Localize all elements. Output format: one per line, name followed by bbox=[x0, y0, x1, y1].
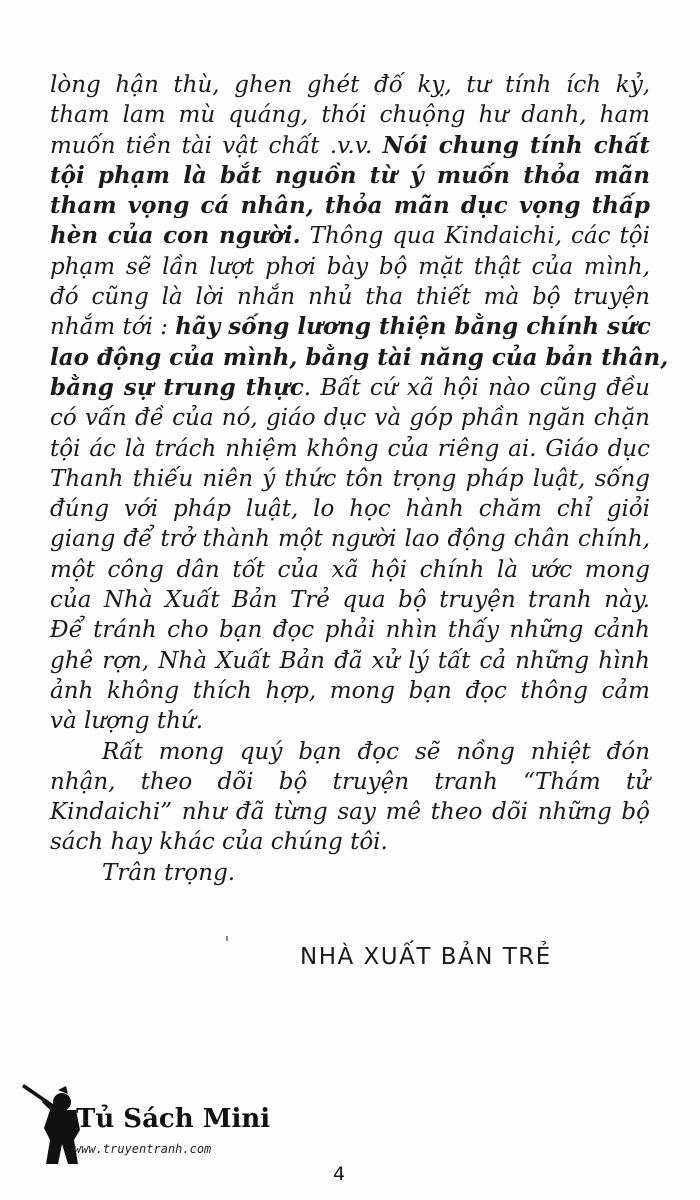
text-line bbox=[50, 524, 650, 554]
text-line bbox=[50, 555, 650, 585]
text-line bbox=[50, 161, 650, 191]
text-line bbox=[50, 191, 650, 221]
text-line bbox=[50, 494, 650, 524]
text-run: một công dân tốt của xã hội chính là ước mong bbox=[50, 556, 650, 583]
text-line bbox=[50, 706, 650, 736]
emphasis-text: lao động của mình, bằng tài năng của bản thân, bbox=[50, 343, 669, 371]
body-text bbox=[50, 70, 669, 888]
paragraph-2 bbox=[50, 737, 650, 858]
text-run: và lượng thứ. bbox=[50, 708, 204, 735]
text-line bbox=[50, 373, 650, 403]
text-line bbox=[50, 131, 650, 161]
watermark-name: Tủ Sách Mini bbox=[76, 1104, 271, 1134]
text-run: Thông qua Kindaichi, các tội bbox=[300, 223, 650, 250]
text-line bbox=[50, 70, 650, 100]
text-line bbox=[50, 646, 650, 676]
text-run: Thanh thiếu niên ý thức tôn trọng pháp luật, sống bbox=[50, 465, 650, 492]
text-line bbox=[50, 676, 650, 706]
text-line bbox=[50, 403, 650, 433]
text-run: tội ác là trách nhiệm không của riêng ai. Giáo dục bbox=[50, 435, 650, 462]
text-run: đúng với pháp luật, lo học hành chăm chỉ giỏi bbox=[50, 496, 650, 523]
closing-line: Trân trọng. bbox=[102, 859, 236, 886]
text-line bbox=[50, 585, 650, 615]
text-run: có vấn đề của nó, giáo dục và góp phần ngăn chặn bbox=[50, 405, 650, 432]
emphasis-text: hèn của con người. bbox=[50, 222, 301, 250]
text-run: tham lam mù quáng, thói chuộng hư danh, ham bbox=[50, 102, 650, 129]
watermark-logo bbox=[22, 1080, 271, 1170]
text-run: phạm sẽ lần lượt phơi bày bộ mặt thật của mình, bbox=[50, 253, 650, 280]
emphasis-text: tội phạm là bắt nguồn từ ý muốn thỏa mãn bbox=[50, 161, 650, 189]
text-line bbox=[50, 100, 650, 130]
text-line: sách hay khác của chúng tôi. bbox=[50, 829, 388, 856]
text-line: Kindaichi” như đã từng say mê theo dõi những bộ bbox=[50, 799, 650, 826]
publisher-signature: NHÀ XUẤT BẢN TRẺ bbox=[300, 944, 552, 970]
text-run: ảnh không thích hợp, mong bạn đọc thông cảm bbox=[50, 677, 650, 704]
paragraph-1 bbox=[50, 70, 669, 737]
text-line bbox=[50, 615, 650, 645]
text-run: muốn tiền tài vật chất .v.v. bbox=[50, 132, 383, 159]
text-line bbox=[50, 312, 650, 342]
emphasis-text: bằng sự trung thực bbox=[50, 373, 304, 401]
text-line bbox=[50, 221, 650, 251]
text-run: lòng hận thù, ghen ghét đố kỵ, tư tính ích kỷ, bbox=[50, 72, 650, 98]
text-line: nhận, theo dõi bộ truyện tranh “Thám tử bbox=[50, 768, 650, 795]
print-speck bbox=[226, 936, 228, 941]
text-run: Để tránh cho bạn đọc phải nhìn thấy những cảnh bbox=[50, 617, 650, 644]
text-run: giang để trở thành một người lao động chân chính, bbox=[50, 526, 650, 553]
watermark-url: www.truyentranh.com bbox=[74, 1142, 212, 1156]
text-line bbox=[50, 434, 650, 464]
text-line: Rất mong quý bạn đọc sẽ nồng nhiệt đón bbox=[102, 738, 650, 765]
emphasis-text: tham vọng cá nhân, thỏa mãn dục vọng thấp bbox=[50, 192, 650, 220]
text-run: của Nhà Xuất Bản Trẻ qua bộ truyện tranh này. bbox=[50, 587, 650, 614]
page-number: 4 bbox=[333, 1163, 346, 1185]
text-line bbox=[50, 464, 650, 494]
text-line bbox=[50, 343, 669, 373]
text-run: đó cũng là lời nhắn nhủ tha thiết mà bộ truyện bbox=[50, 284, 650, 311]
text-run: nhắm tới : bbox=[50, 314, 176, 341]
emphasis-text: hãy sống lương thiện bằng chính sức bbox=[175, 313, 651, 341]
text-line bbox=[50, 282, 650, 312]
text-line bbox=[50, 252, 650, 282]
text-run: . Bất cứ xã hội nào cũng đều bbox=[303, 374, 650, 401]
text-run: ghê rợn, Nhà Xuất Bản đã xử lý tất cả những hình bbox=[50, 647, 650, 674]
emphasis-text: Nói chung tính chất bbox=[382, 131, 650, 159]
